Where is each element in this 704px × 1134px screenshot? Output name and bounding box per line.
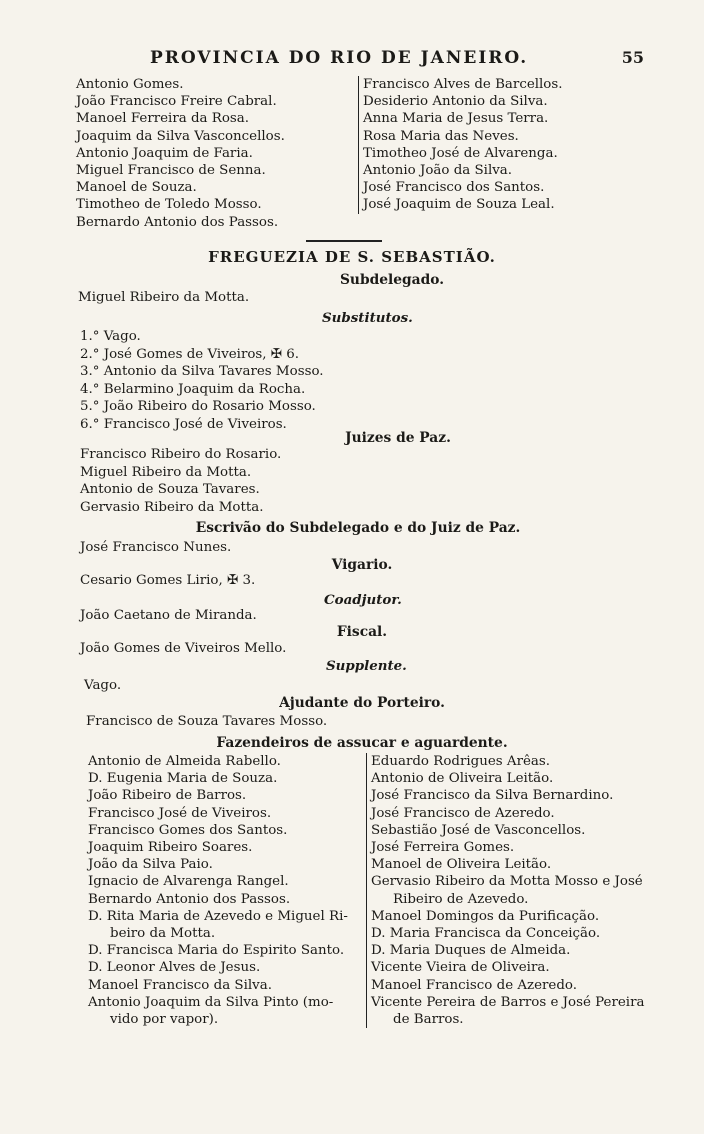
section-divider: [306, 240, 382, 242]
list-item-continuation: Ribeiro de Azevedo.: [393, 891, 529, 907]
subdelegado-name: Miguel Ribeiro da Motta.: [78, 290, 250, 305]
supplente-heading: Supplente.: [326, 658, 407, 674]
list-item: Francisco José de Viveiros.: [88, 805, 272, 821]
list-item: D. Leonor Alves de Jesus.: [88, 960, 261, 976]
list-item: 4.° Belarmino Joaquim da Rocha.: [80, 381, 306, 397]
list-item: Antonio de Oliveira Leitão.: [371, 771, 554, 787]
list-item-continuation: de Barros.: [393, 1012, 464, 1028]
list-item: João Francisco Freire Cabral.: [76, 94, 277, 110]
escrivao-name: José Francisco Nunes.: [80, 540, 232, 555]
ajudante-name: Francisco de Souza Tavares Mosso.: [86, 714, 328, 729]
list-item: Gervasio Ribeiro da Motta.: [80, 499, 264, 515]
list-item: José Francisco dos Santos.: [363, 180, 545, 196]
list-item: Francisco Alves de Barcellos.: [363, 77, 563, 92]
list-item: Manoel Francisco da Silva.: [88, 977, 272, 993]
list-item: Bernardo Antonio dos Passos.: [76, 214, 279, 230]
substitutos-heading: Substitutos.: [322, 310, 413, 326]
list-item: Miguel Francisco de Senna.: [76, 163, 266, 179]
top-list-left-column: [76, 76, 361, 231]
vigario-name: Cesario Gomes Lirio, ✠ 3.: [80, 573, 256, 588]
list-item: Anna Maria de Jesus Terra.: [363, 111, 549, 127]
list-item: Eduardo Rodrigues Arêas.: [371, 754, 551, 769]
fiscal-name: João Gomes de Viveiros Mello.: [80, 641, 287, 656]
list-item: Timotheo José de Alvarenga.: [363, 145, 558, 161]
list-item: Miguel Ribeiro da Motta.: [80, 464, 252, 480]
list-item: D. Rita Maria de Azevedo e Miguel Ri-: [88, 908, 348, 924]
list-item: D. Maria Francisca da Conceição.: [371, 926, 601, 942]
coadjutor-heading: Coadjutor.: [324, 592, 402, 608]
list-item: José Joaquim de Souza Leal.: [363, 197, 555, 213]
list-item: Antonio João da Silva.: [363, 163, 513, 179]
escrivao-heading: Escrivão do Subdelegado e do Juiz de Paz.: [195, 520, 521, 536]
list-item: Antonio Joaquim da Silva Pinto (mo-: [88, 994, 334, 1010]
list-item: Antonio Joaquim de Faria.: [76, 145, 253, 161]
list-item: Manoel Ferreira da Rosa.: [76, 111, 250, 127]
list-item: Timotheo de Toledo Mosso.: [76, 197, 262, 213]
list-item: D. Eugenia Maria de Souza.: [88, 771, 278, 787]
fazendeiros-left-column: [88, 753, 368, 1028]
list-item: Joaquim Ribeiro Soares.: [88, 840, 253, 856]
list-item: João Ribeiro de Barros.: [88, 788, 247, 804]
list-item: 2.° José Gomes de Viveiros, ✠ 6.: [80, 346, 300, 362]
top-list-right-column: [358, 76, 653, 214]
list-item: D. Francisca Maria do Espirito Santo.: [88, 943, 345, 959]
page-number: 55: [621, 48, 644, 67]
coadjutor-name: João Caetano de Miranda.: [80, 608, 257, 623]
list-item: 5.° João Ribeiro do Rosario Mosso.: [80, 399, 316, 414]
list-item: Vicente Vieira de Oliveira.: [371, 960, 550, 976]
ajudante-heading: Ajudante do Porteiro.: [279, 695, 445, 711]
fazendeiros-heading: Fazendeiros de assucar e aguardente.: [216, 735, 508, 751]
list-item: Desiderio Antonio da Silva.: [363, 94, 548, 110]
vigario-heading: Vigario.: [331, 557, 393, 573]
list-item: Vicente Pereira de Barros e José Pereira: [371, 994, 645, 1010]
list-item: Bernardo Antonio dos Passos.: [88, 891, 291, 907]
page-header: [0, 48, 704, 72]
juizes-heading: Juizes de Paz.: [345, 430, 451, 446]
list-item: Antonio Gomes.: [76, 77, 184, 92]
list-item: Manoel de Oliveira Leitão.: [371, 857, 552, 873]
supplente-name: Vago.: [84, 678, 122, 693]
fazendeiros-list: [88, 753, 658, 1043]
list-item: José Ferreira Gomes.: [371, 840, 515, 856]
list-item: Antonio de Almeida Rabello.: [88, 754, 281, 769]
list-item: D. Maria Duques de Almeida.: [371, 943, 571, 959]
juizes-list: [80, 446, 281, 516]
list-item: Manoel Francisco de Azeredo.: [371, 977, 577, 993]
list-item: Francisco Gomes dos Santos.: [88, 822, 288, 838]
list-item-continuation: vido por vapor).: [110, 1012, 219, 1028]
list-item: José Francisco de Azeredo.: [371, 805, 555, 821]
list-item: 6.° Francisco José de Viveiros.: [80, 416, 287, 432]
subdelegado-heading: Subdelegado.: [339, 272, 445, 288]
list-item: Rosa Maria das Neves.: [363, 128, 519, 144]
list-item: Manoel Domingos da Purificação.: [371, 908, 600, 924]
list-item-continuation: beiro da Motta.: [110, 926, 216, 942]
list-item: Gervasio Ribeiro da Motta Mosso e José: [371, 874, 643, 890]
parish-title: FREGUEZIA DE S. SEBASTIÃO.: [208, 248, 496, 266]
list-item: Joaquim da Silva Vasconcellos.: [76, 128, 285, 144]
list-item: Francisco Ribeiro do Rosario.: [80, 447, 282, 462]
list-item: Ignacio de Alvarenga Rangel.: [88, 874, 289, 890]
list-item: João da Silva Paio.: [88, 857, 213, 873]
list-item: Antonio de Souza Tavares.: [80, 482, 260, 497]
list-item: Manoel de Souza.: [76, 180, 197, 196]
list-item: 3.° Antonio da Silva Tavares Mosso.: [80, 364, 324, 379]
running-head: PROVINCIA DO RIO DE JANEIRO.: [150, 48, 529, 68]
list-item: 1.° Vago.: [80, 329, 141, 344]
top-name-list: [76, 76, 656, 236]
fazendeiros-right-column: [366, 753, 656, 1028]
substitutos-list: [80, 328, 324, 433]
list-item: Sebastião José de Vasconcellos.: [371, 822, 586, 838]
fiscal-heading: Fiscal.: [336, 624, 388, 640]
list-item: José Francisco da Silva Bernardino.: [371, 788, 614, 804]
